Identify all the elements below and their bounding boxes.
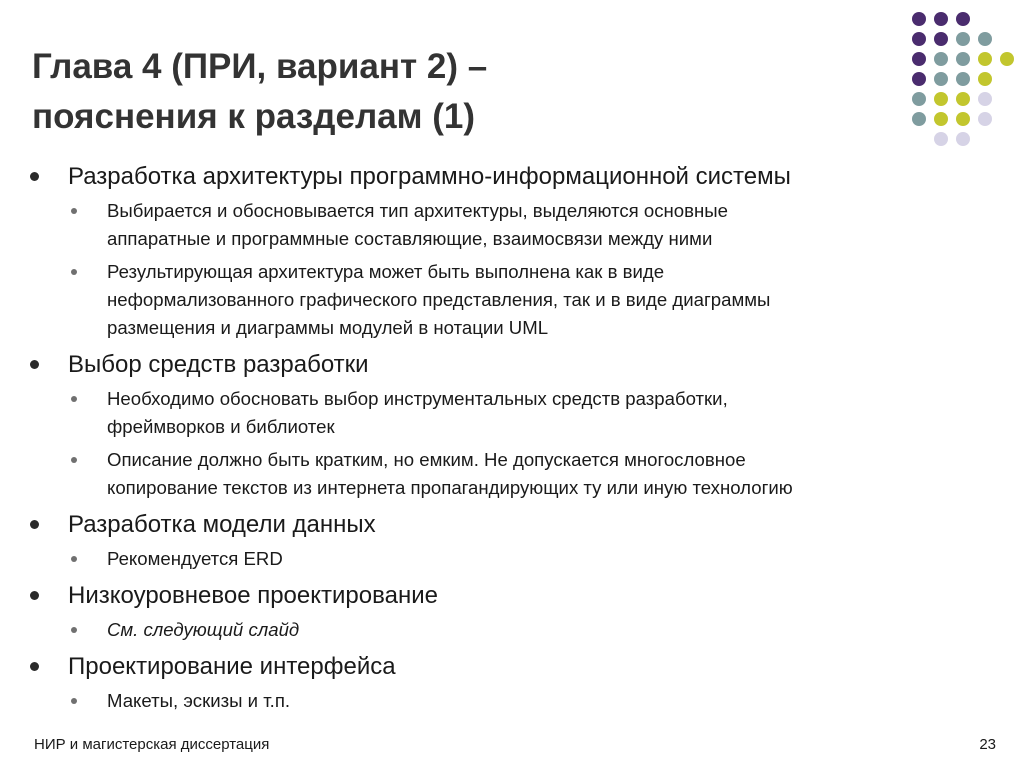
decor-dot [912, 112, 926, 126]
bullet-text: Низкоуровневое проектирование [68, 582, 438, 609]
decor-dot [934, 32, 948, 46]
decor-dot [956, 92, 970, 106]
sub-bullet-dot [71, 396, 77, 402]
decor-dot [956, 112, 970, 126]
decor-dot [1000, 52, 1014, 66]
sub-bullet-text [107, 545, 990, 573]
text-line: Необходимо обосновать выбор инструментальных средств разработки, [107, 388, 728, 409]
sub-bullet-dot [71, 457, 77, 463]
sub-bullet-dot [71, 208, 77, 214]
text-line: размещения и диаграммы модулей в нотации UML [107, 317, 549, 338]
sub-bullet-text [107, 197, 990, 253]
bullet-architecture [30, 160, 990, 193]
decor-dot [956, 72, 970, 86]
decor-dot [934, 72, 948, 86]
sub-bullet-text [107, 616, 990, 644]
decorative-dot-grid [904, 12, 1016, 152]
title-line-1: Глава 4 (ПРИ, вариант 2) – [32, 47, 488, 86]
bullet-dev-tools [30, 348, 990, 381]
bullet-data-model [30, 508, 990, 541]
sub-bullet [30, 385, 990, 441]
text-line: Результирующая архитектура может быть выполнена как в виде [107, 261, 665, 282]
text-line: См. следующий слайд [107, 619, 300, 640]
bullet-low-level-design [30, 579, 990, 612]
decor-dot [912, 12, 926, 26]
decor-dot [912, 72, 926, 86]
decor-dot [956, 12, 970, 26]
sub-bullet [30, 545, 990, 573]
bullet-dot [30, 520, 39, 529]
bullet-dot [30, 662, 39, 671]
sub-bullet [30, 258, 990, 342]
bullet-text: Проектирование интерфейса [68, 653, 396, 680]
text-line: Рекомендуется ERD [107, 548, 283, 569]
decor-dot [956, 52, 970, 66]
decor-dot [912, 32, 926, 46]
decor-dot [934, 132, 948, 146]
text-line: Выбирается и обосновывается тип архитектуры, выделяются основные [107, 200, 728, 221]
bullet-dot [30, 360, 39, 369]
text-line: неформализованного графического представления, так и в виде диаграммы [107, 289, 771, 310]
text-line: фреймворков и библиотек [107, 416, 335, 437]
bullet-dot [30, 591, 39, 600]
sub-bullet-dot [71, 698, 77, 704]
title-line-2: пояснения к разделам (1) [32, 97, 476, 136]
slide-body [30, 160, 990, 720]
decor-dot [978, 72, 992, 86]
decor-dot [978, 112, 992, 126]
bullet-interface-design [30, 650, 990, 683]
slide-title [32, 42, 892, 142]
bullet-text: Разработка архитектуры программно-информационной системы [68, 163, 791, 190]
decor-dot [978, 32, 992, 46]
decor-dot [934, 92, 948, 106]
text-line: Описание должно быть кратким, но емким. Не допускается многословное [107, 449, 746, 470]
decor-dot [912, 52, 926, 66]
decor-dot [956, 32, 970, 46]
decor-dot [912, 92, 926, 106]
sub-bullet-dot [71, 556, 77, 562]
sub-bullet-text [107, 446, 990, 502]
page-number: 23 [979, 736, 996, 753]
sub-bullet [30, 616, 990, 644]
sub-bullet [30, 197, 990, 253]
sub-bullet-dot [71, 627, 77, 633]
decor-dot [978, 92, 992, 106]
text-line: аппаратные и программные составляющие, взаимосвязи между ними [107, 228, 713, 249]
bullet-text: Разработка модели данных [68, 511, 376, 538]
sub-bullet-text [107, 687, 990, 715]
bullet-text: Выбор средств разработки [68, 351, 369, 378]
decor-dot [934, 52, 948, 66]
decor-dot [978, 52, 992, 66]
sub-bullet-dot [71, 269, 77, 275]
decor-dot [934, 112, 948, 126]
decor-dot [934, 12, 948, 26]
sub-bullet-text [107, 385, 990, 441]
sub-bullet [30, 687, 990, 715]
text-line: копирование текстов из интернета пропагандирующих ту или иную технологию [107, 477, 793, 498]
text-line: Макеты, эскизы и т.п. [107, 690, 291, 711]
sub-bullet [30, 446, 990, 502]
sub-bullet-text [107, 258, 990, 342]
footer-course-title: НИР и магистерская диссертация [34, 736, 270, 753]
decor-dot [956, 132, 970, 146]
bullet-dot [30, 172, 39, 181]
